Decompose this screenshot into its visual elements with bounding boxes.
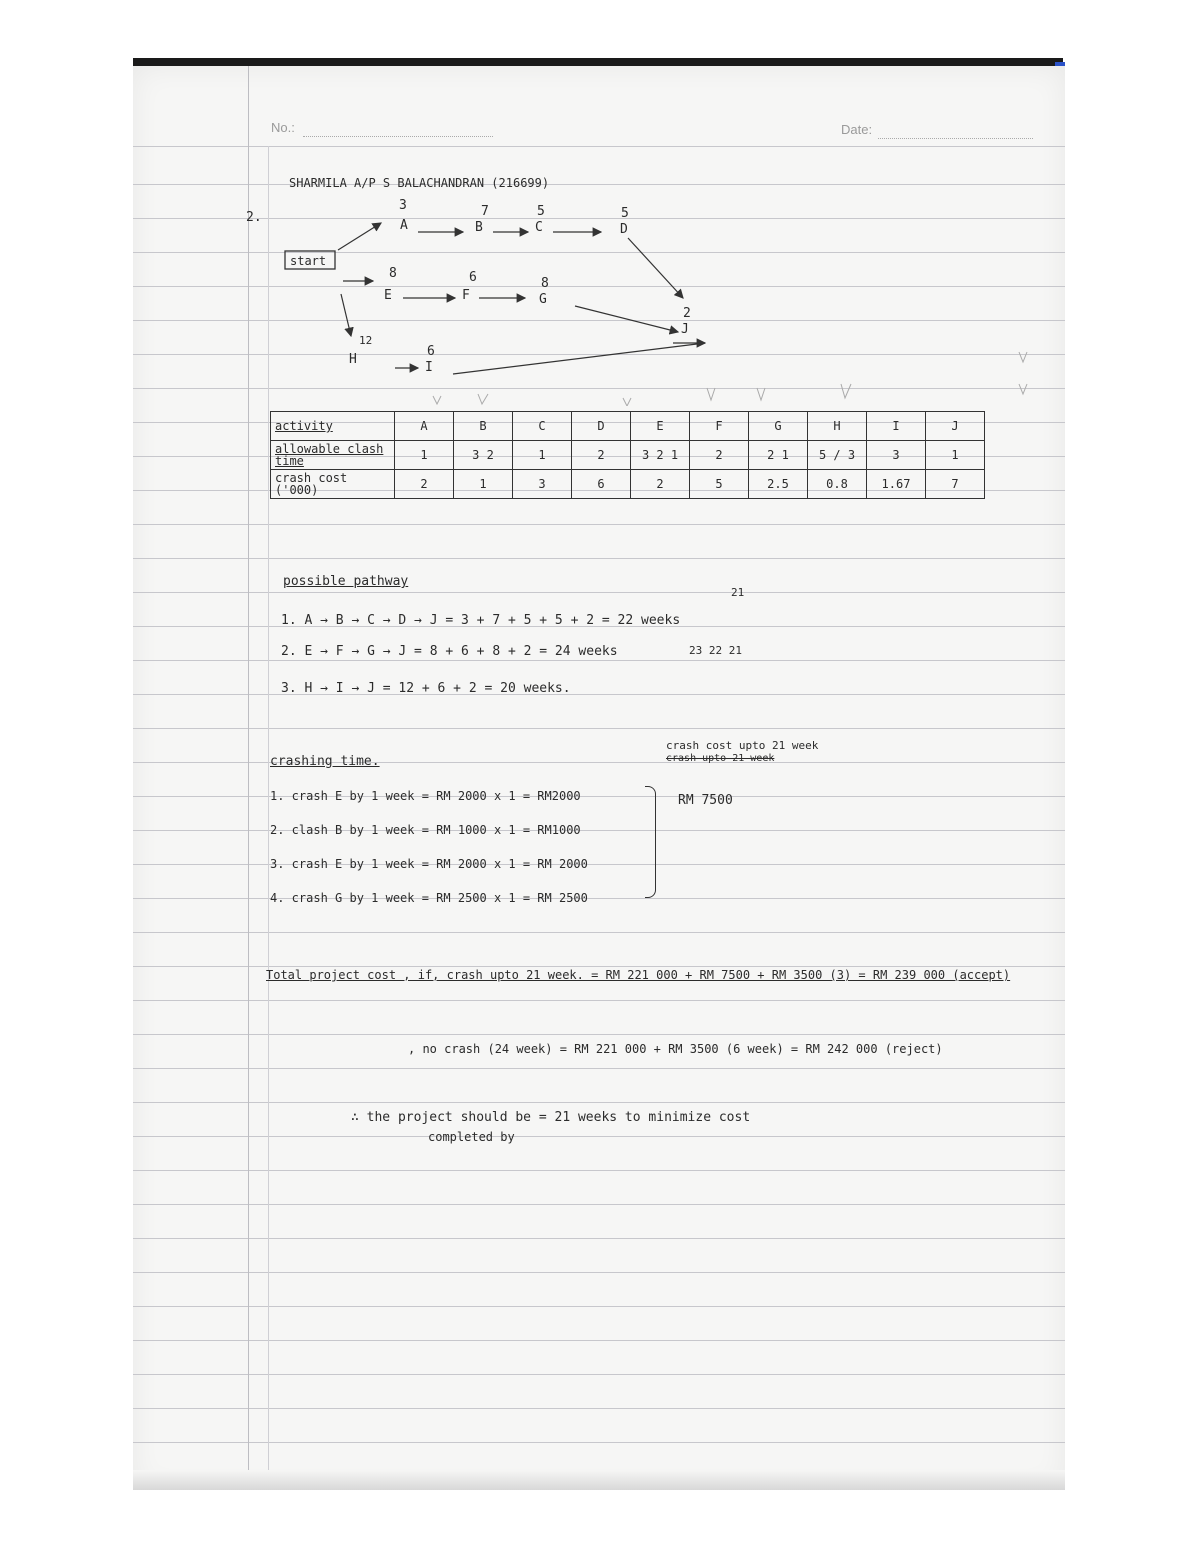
page-bottom-shadow: [133, 1470, 1065, 1490]
activity-e: E: [631, 412, 690, 441]
crash-cost-e: 2: [631, 470, 690, 499]
crash-time-a: 1: [395, 441, 454, 470]
crash-step-1: 1. crash E by 1 week = RM 2000 x 1 = RM2000: [270, 789, 581, 803]
row-label-activity: activity: [271, 412, 395, 441]
pathway-correction-2: 23 22 21: [689, 644, 742, 657]
crash-time-i: 3: [867, 441, 926, 470]
crash-total: RM 7500: [678, 793, 733, 808]
row-label-crash-cost: crash cost ('000): [271, 470, 395, 499]
crash-cost-f: 5: [690, 470, 749, 499]
node-e-duration: 8: [389, 266, 397, 281]
total-cost-line-1: Total project cost , if, crash upto 21 week. = RM 221 000 + RM 7500 + RM 3500 (3) = RM 239 000 (accept): [266, 968, 1011, 982]
node-c: C: [535, 220, 543, 235]
table-row-crash-cost: [271, 470, 985, 499]
activity-j: J: [926, 412, 985, 441]
crash-cost-c: 3: [513, 470, 572, 499]
conclusion-line-1: ∴ the project should be = 21 weeks to minimize cost: [351, 1110, 751, 1125]
activity-i: I: [867, 412, 926, 441]
pathway-correction-1: 21: [731, 586, 745, 599]
arrow-i-j: [453, 343, 705, 374]
author-name: SHARMILA A/P S BALACHANDRAN (216699): [289, 176, 550, 190]
pathway-3: 3. H → I → J = 12 + 6 + 2 = 20 weeks.: [281, 681, 571, 696]
crash-step-3: 3. crash E by 1 week = RM 2000 x 1 = RM 2000: [270, 857, 588, 871]
arrow-start-h: [341, 294, 351, 336]
node-j-duration: 2: [683, 306, 691, 321]
network-diagram: [133, 66, 1065, 406]
crash-time-f: 2: [690, 441, 749, 470]
crash-time-b: 3 2: [454, 441, 513, 470]
pathway-heading: possible pathway: [283, 574, 409, 589]
activity-d: D: [572, 412, 631, 441]
arrow-start-a: [338, 223, 381, 250]
pathway-2: 2. E → F → G → J = 8 + 6 + 8 + 2 = 24 weeks: [281, 644, 618, 659]
activity-f: F: [690, 412, 749, 441]
crash-cost-i: 1.67: [867, 470, 926, 499]
arrow-d-j: [628, 238, 683, 298]
conclusion-line-2: completed by: [428, 1130, 515, 1144]
crash-time-g: 2 1: [749, 441, 808, 470]
notebook-page: [133, 66, 1065, 1490]
node-b: B: [475, 220, 483, 235]
no-label: No.:: [271, 120, 295, 135]
crash-time-j: 1: [926, 441, 985, 470]
node-f-duration: 6: [469, 270, 477, 285]
crash-cost-j: 7: [926, 470, 985, 499]
node-d-duration: 5: [621, 206, 629, 221]
table-row-crash-time: [271, 441, 985, 470]
pathway-1: 1. A → B → C → D → J = 3 + 7 + 5 + 5 + 2 = 22 weeks: [281, 613, 681, 628]
node-h: H: [349, 352, 357, 367]
node-g-duration: 8: [541, 276, 549, 291]
node-a: A: [400, 218, 408, 233]
total-cost-line-2: , no crash (24 week) = RM 221 000 + RM 3500 (6 week) = RM 242 000 (reject): [408, 1042, 943, 1056]
crash-time-e: 3 2 1: [631, 441, 690, 470]
node-f: F: [462, 288, 470, 303]
crash-cost-h: 0.8: [808, 470, 867, 499]
activity-c: C: [513, 412, 572, 441]
node-i-duration: 6: [427, 344, 435, 359]
node-e: E: [384, 288, 392, 303]
table-row-activity: [271, 412, 985, 441]
crash-step-2: 2. clash B by 1 week = RM 1000 x 1 = RM1000: [270, 823, 581, 837]
activity-h: H: [808, 412, 867, 441]
date-label: Date:: [841, 122, 873, 137]
activity-g: G: [749, 412, 808, 441]
crashing-heading: crashing time.: [270, 754, 380, 769]
node-b-duration: 7: [481, 204, 489, 219]
crash-cost-d: 6: [572, 470, 631, 499]
activity-a: A: [395, 412, 454, 441]
activity-b: B: [454, 412, 513, 441]
crash-note-2: crash upto 21 week: [666, 753, 775, 764]
start-label: start: [290, 254, 327, 268]
crash-time-d: 2: [572, 441, 631, 470]
crash-cost-b: 1: [454, 470, 513, 499]
arrow-g-j: [575, 306, 678, 332]
node-d: D: [620, 222, 628, 237]
faint-check-marks: [433, 352, 1027, 406]
node-g: G: [539, 292, 547, 307]
node-c-duration: 5: [537, 204, 545, 219]
crash-time-c: 1: [513, 441, 572, 470]
question-number: 2.: [246, 210, 262, 225]
node-i: I: [425, 360, 433, 375]
crash-brace: [645, 786, 656, 898]
crash-note-1: crash cost upto 21 week: [666, 739, 819, 752]
node-a-duration: 3: [399, 198, 407, 213]
node-j: J: [681, 322, 689, 337]
crash-cost-a: 2: [395, 470, 454, 499]
node-h-duration: 12: [359, 334, 373, 347]
row-label-crash-time: allowable clash time: [271, 441, 395, 470]
crash-step-4: 4. crash G by 1 week = RM 2500 x 1 = RM 2500: [270, 891, 588, 905]
crash-table: [270, 411, 985, 499]
crash-time-h: 5 / 3: [808, 441, 867, 470]
crash-cost-g: 2.5: [749, 470, 808, 499]
